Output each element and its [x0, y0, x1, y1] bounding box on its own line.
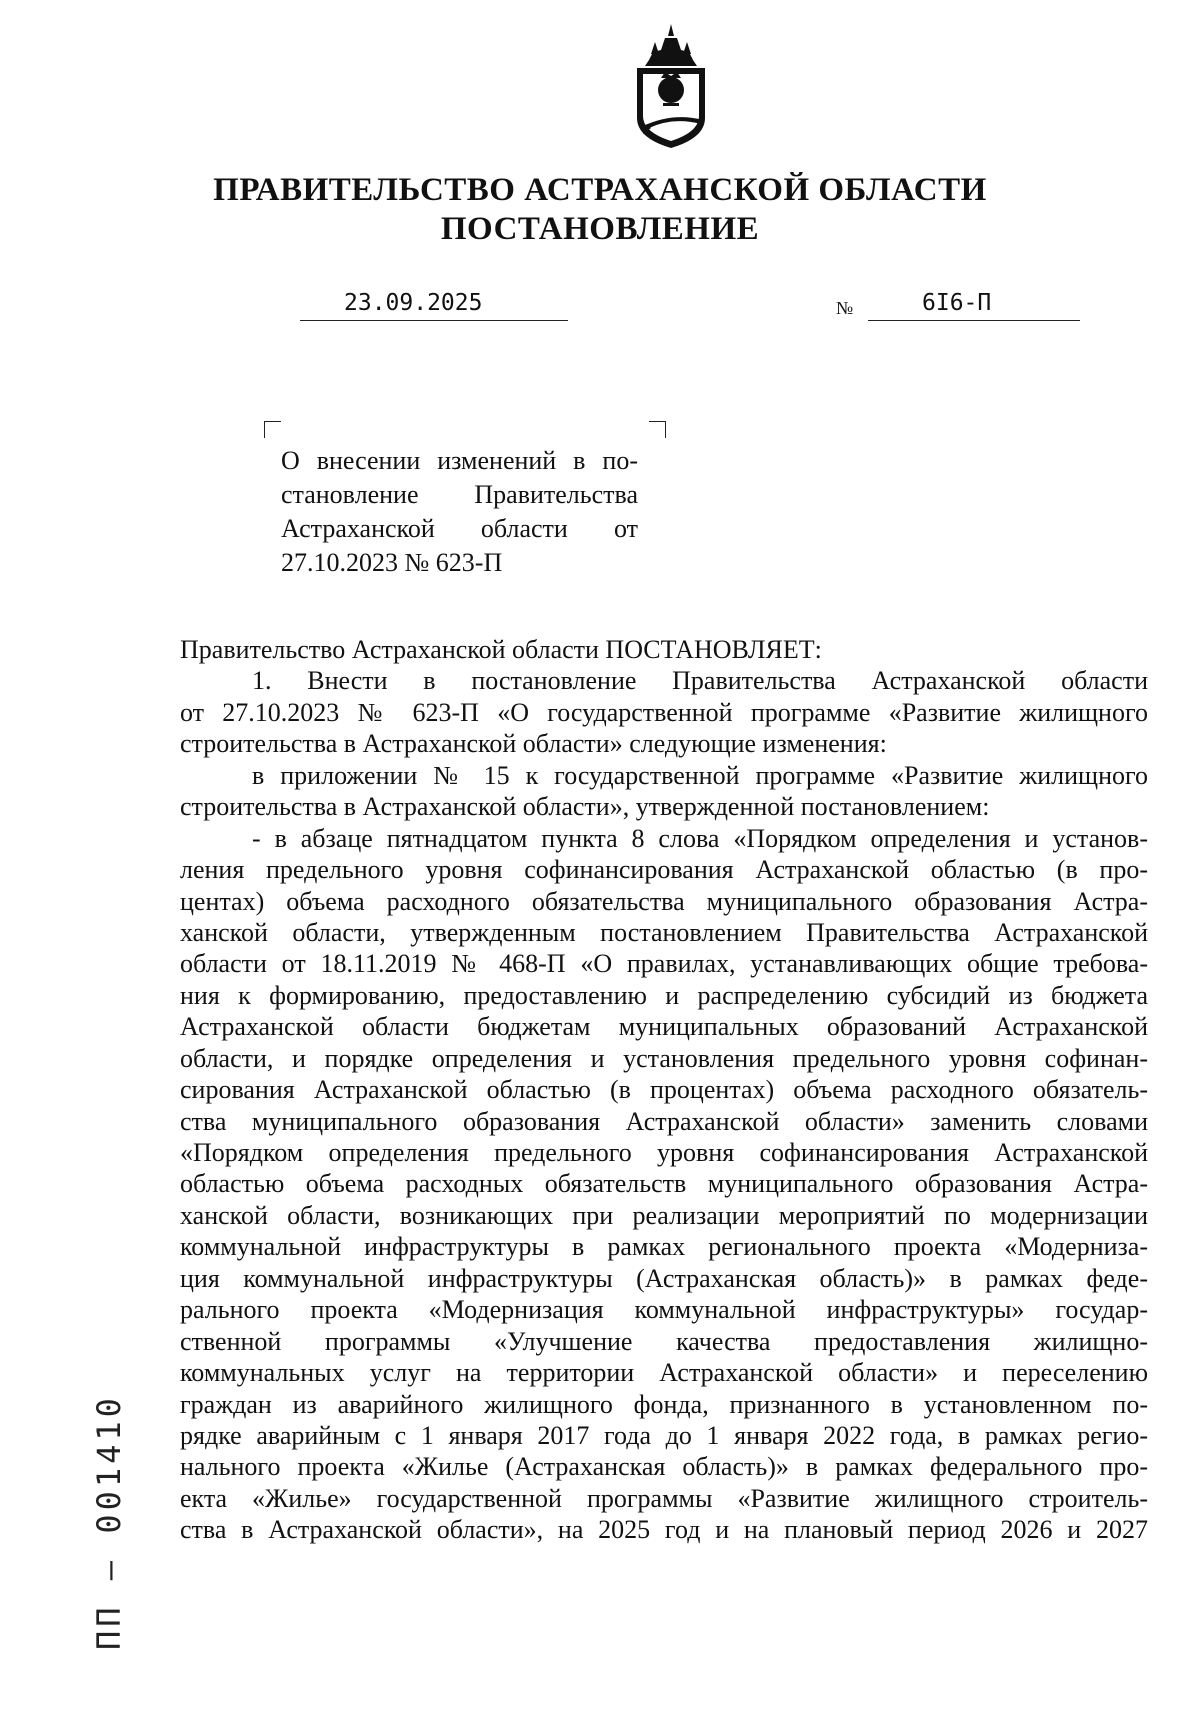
body-line: рального проекта «Модернизация коммунальной инфраструктуры» государ-	[180, 1295, 1148, 1325]
body-line: - в абзаце пятнадцатом пункта 8 слова «Порядком определения и установ-	[252, 823, 1148, 853]
body-line: центах) объема расходного обязательства муниципального образования Астра-	[180, 886, 1148, 916]
side-registration-stamp: ПП – 001410	[90, 1394, 128, 1650]
body-line: ния к формированию, предоставлению и распределению субсидий из бюджета	[180, 980, 1148, 1010]
body-line: рядке аварийным с 1 января 2017 года до 1 января 2022 года, в рамках регио-	[180, 1420, 1148, 1450]
body-line: области, и порядке определения и установления предельного уровня софинан-	[180, 1043, 1148, 1073]
body-line: областью объема расходных обязательств муниципального образования Астра-	[180, 1169, 1148, 1199]
body-line: строительства в Астраханской области» следующие изменения:	[180, 729, 887, 759]
subject-line: становление Правительства	[281, 480, 638, 509]
body-line: «Порядком определения предельного уровня софинансирования Астраханской	[180, 1138, 1148, 1167]
document-subject	[281, 444, 638, 580]
body-line: нального проекта «Жилье (Астраханская область)» в рамках федерального про-	[180, 1452, 1148, 1482]
body-line: ханской области, возникающих при реализации мероприятий по модернизации	[180, 1200, 1148, 1230]
body-line: ления предельного уровня софинансирования Астраханской областью (в про-	[180, 855, 1148, 885]
document-body	[180, 634, 1148, 1546]
subject-line: Астраханской области от	[281, 514, 638, 543]
body-line: екта «Жилье» государственной программы «Развитие жилищного строитель-	[180, 1483, 1148, 1513]
document-number: 6I6-П	[922, 290, 992, 316]
document-type-title: ПОСТАНОВЛЕНИЕ	[440, 211, 760, 247]
body-line: ханской области, утвержденным постановлением Правительства Астраханской	[180, 917, 1148, 947]
number-sign: №	[836, 298, 854, 318]
body-line: Астраханской области бюджетам муниципальных образований Астраханской	[180, 1012, 1148, 1042]
body-line: ства муниципального образования Астраханской области» заменить словами	[180, 1106, 1148, 1136]
body-line: в приложении № 15 к государственной программе «Развитие жилищного	[252, 760, 1148, 790]
body-line: ственной программы «Улучшение качества предоставления жилищно-	[180, 1326, 1148, 1356]
coat-of-arms-icon	[621, 20, 721, 156]
body-line: граждан из аварийного жилищного фонда, признанного в установленном по-	[180, 1389, 1148, 1419]
body-line: ства в Астраханской области», на 2025 год и на плановый период 2026 и 2027	[180, 1515, 1148, 1545]
body-line: Правительство Астраханской области ПОСТАНОВЛЯЕТ:	[180, 635, 822, 664]
body-line: коммунальных услуг на территории Астраханской области» и переселению	[180, 1358, 1148, 1388]
date-field	[300, 290, 568, 321]
body-line: 1. Внести в постановление Правительства Астраханской области	[252, 666, 1148, 696]
body-line: строительства в Астраханской области», утвержденной постановлением:	[180, 792, 990, 822]
number-field	[868, 290, 1080, 321]
body-line: от 27.10.2023 № 623-П «О государственной программе «Развитие жилищного	[180, 697, 1148, 727]
body-line: ция коммунальной инфраструктуры (Астраханская область)» в рамках феде-	[180, 1263, 1148, 1293]
subject-corner-left	[264, 421, 281, 438]
subject-line: 27.10.2023 № 623-П	[281, 548, 503, 577]
body-line: коммунальной инфраструктуры в рамках регионального проекта «Модерниза-	[180, 1232, 1148, 1262]
subject-line: О внесении изменений в по-	[281, 446, 638, 475]
organization-title: ПРАВИТЕЛЬСТВО АСТРАХАНСКОЙ ОБЛАСТИ	[213, 172, 987, 208]
subject-corner-right	[649, 421, 666, 438]
body-line: области от 18.11.2019 № 468-П «О правилах, устанавливающих общие требова-	[180, 949, 1148, 979]
body-line: сирования Астраханской областью (в процентах) объема расходного обязатель-	[180, 1075, 1148, 1105]
document-date: 23.09.2025	[344, 290, 483, 316]
